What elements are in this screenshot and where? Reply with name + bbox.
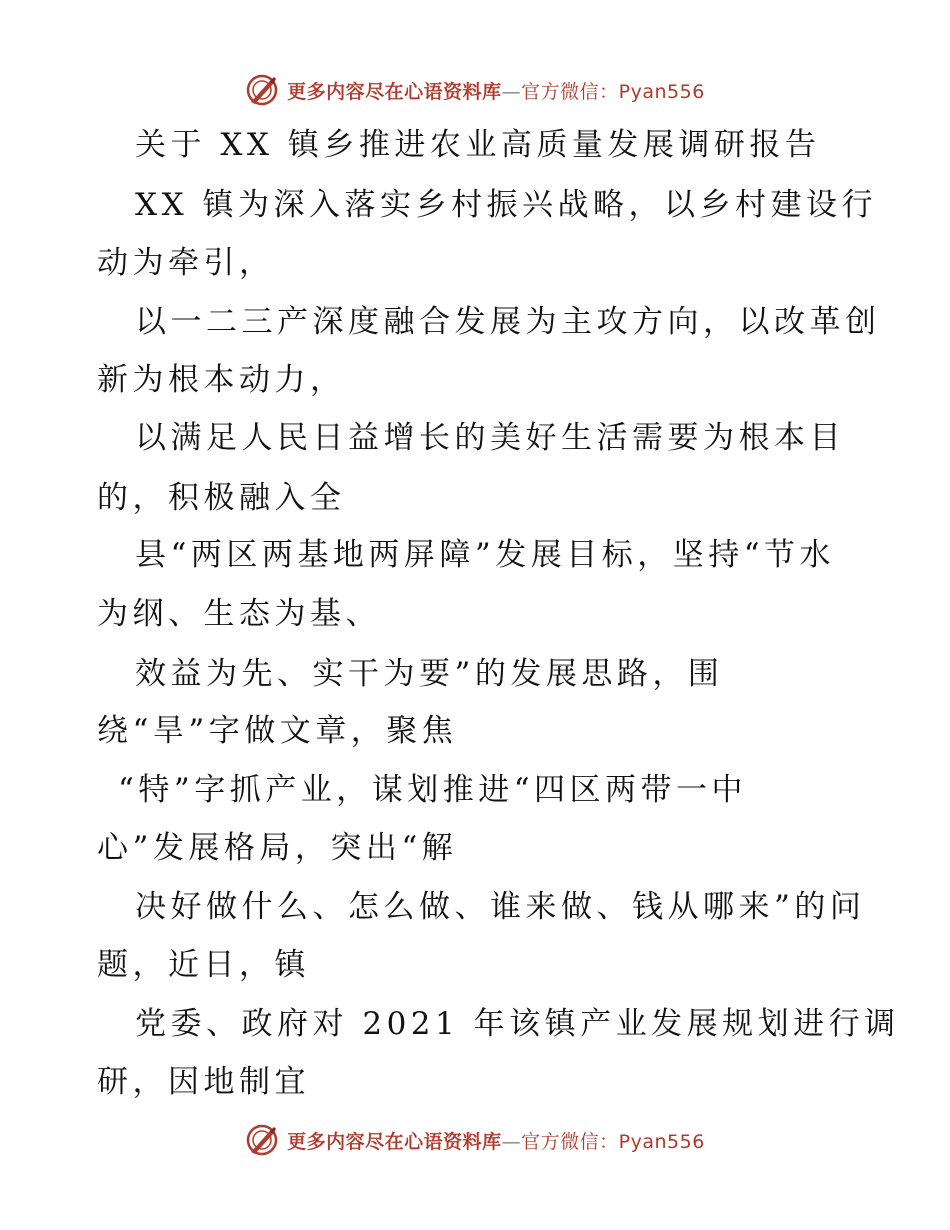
paragraph-line: 研，因地制宜 [97,1064,310,1100]
paragraph-line: 新为根本动力， [97,362,346,398]
watermark-wechat-text: 官方微信：Pyan556 [521,80,705,103]
paragraph-line: 效益为先、实干为要”的发展思路，围 [135,656,724,692]
paragraph-line: XX 镇为深入落实乡村振兴战略，以乡村建设行 [135,187,877,223]
paragraph-line: 题，近日，镇 [97,947,310,983]
paragraph-line: “特”字抓产业，谋划推进“四区两带一中 [118,772,748,808]
footer-watermark [0,1120,950,1160]
paragraph-line: 党委、政府对 2021 年该镇产业发展规划进行调 [135,1006,900,1042]
watermark-main-text: 更多内容尽在心语资料库 [287,80,502,103]
header-watermark [0,70,950,110]
watermark-wechat-text: 官方微信：Pyan556 [521,1130,705,1153]
paragraph-line: 以一二三产深度融合发展为主攻方向，以改革创 [135,304,881,340]
paragraph-line: 决好做什么、怎么做、谁来做、钱从哪来”的问 [135,889,866,925]
paragraph-line: 为纲、生态为基、 [97,596,381,632]
document-title: 关于 XX 镇乡推进农业高质量发展调研报告 [135,127,821,163]
paragraph-line: 县“两区两基地两屏障”发展目标，坚持“节水 [135,537,836,573]
paragraph-line: 绕“旱”字做文章，聚焦 [97,713,458,749]
paragraph-line: 以满足人民日益增长的美好生活需要为根本目 [135,420,845,456]
watermark-separator: — [501,80,522,103]
watermark-separator: — [501,1130,522,1153]
pen-logo-icon [245,1123,279,1157]
pen-logo-icon [245,73,279,107]
watermark-main-text: 更多内容尽在心语资料库 [287,1130,502,1153]
paragraph-line: 的，积极融入全 [97,480,346,516]
paragraph-line: 动为牵引， [97,245,275,281]
paragraph-line: 心”发展格局，突出“解 [97,830,458,866]
